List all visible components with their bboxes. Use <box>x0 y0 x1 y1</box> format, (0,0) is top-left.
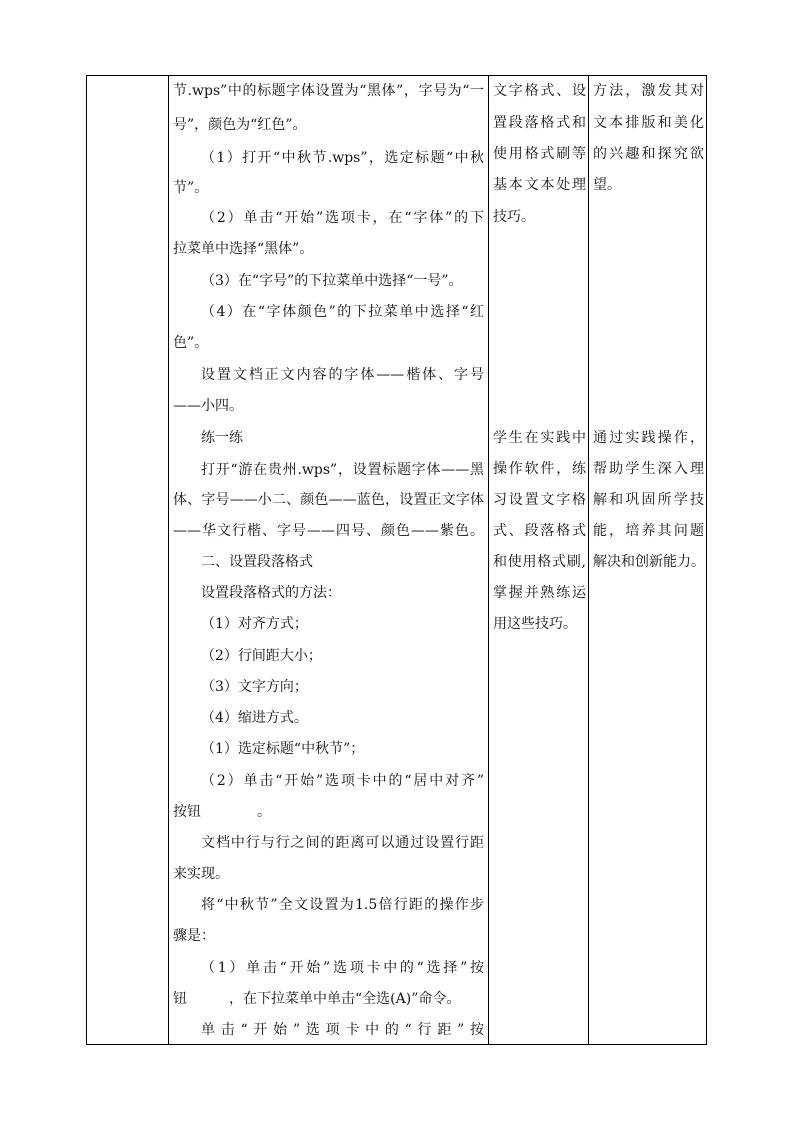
content-line: （4）在“字体颜色”的下拉菜单中选择“红 <box>201 304 484 320</box>
content-line: 单击“开始”选项卡中的“行距”按 <box>201 1022 484 1038</box>
student-line: 学生在实践中 <box>493 430 586 446</box>
intent-line: 的兴趣和探究欲 <box>593 146 704 162</box>
student-line: 掌握并熟练运 <box>493 585 586 601</box>
content-line: 将“中秋节”全文设置为1.5倍行距的操作步 <box>201 897 484 913</box>
content-line: （1）打开“中秋节.wps”，选定标题“中秋 <box>201 150 484 166</box>
student-activity-cell <box>489 76 588 1044</box>
content-line: 打开“游在贵州.wps”，设置标题字体——黑 <box>201 462 484 478</box>
content-line: 体、字号——小二、颜色——蓝色，设置正文字体 <box>173 492 484 508</box>
content-line: （2）行间距大小； <box>201 648 322 664</box>
student-line: 技巧。 <box>493 209 535 225</box>
content-line: 文档中行与行之间的距离可以通过设置行距 <box>201 835 484 851</box>
student-line: 使用格式刷等 <box>493 146 586 162</box>
intent-line: 方法，激发其对 <box>593 83 704 99</box>
intent-line: 文本排版和美化 <box>593 115 704 131</box>
intent-line: 能，培养其问题 <box>593 523 704 539</box>
lesson-plan-table <box>86 75 707 1045</box>
content-line: （3）文字方向； <box>201 679 308 695</box>
student-line: 式、段落格式 <box>493 523 586 539</box>
content-line: 节”。 <box>173 180 209 196</box>
student-line: 置段落格式和 <box>493 115 586 131</box>
intent-line: 通过实践操作， <box>593 430 704 446</box>
content-line: ——小四。 <box>173 398 243 414</box>
student-line: 习设置文字格 <box>493 492 586 508</box>
student-line: 用这些技巧。 <box>493 616 577 632</box>
student-line: 基本文本处理 <box>493 177 586 193</box>
content-line: 练一练 <box>201 430 243 446</box>
student-line: 和使用格式刷, <box>493 554 586 570</box>
content-line: 设置文档正文内容的字体——楷体、字号 <box>201 367 484 383</box>
content-line: 拉菜单中选择“黑体”。 <box>173 241 314 257</box>
intent-line: 帮助学生深入理 <box>593 461 704 477</box>
content-line: （3）在“字号”的下拉菜单中选择“一号”。 <box>201 273 463 289</box>
intent-line: 望。 <box>593 177 621 193</box>
intent-line: 解和巩固所学技 <box>593 492 704 508</box>
content-line: 节.wps”中的标题字体设置为“黑体”，字号为“一 <box>173 83 484 99</box>
content-line: （1）单击“开始”选项卡中的“选择”按 <box>201 960 484 976</box>
teaching-content-cell <box>169 76 488 1044</box>
content-line: （2）单击“开始”选项卡中的“居中对齐” <box>201 773 484 789</box>
content-line: 骤是： <box>173 928 215 944</box>
content-line: 来实现。 <box>173 866 229 882</box>
content-line: （1）选定标题“中秋节”； <box>201 741 365 757</box>
student-line: 操作软件，练 <box>493 461 586 477</box>
content-line: 钮 ，在下拉菜单中单击“全选(A)”命令。 <box>173 991 461 1007</box>
content-line: （4）缩进方式。 <box>201 710 308 726</box>
content-line: ——华文行楷、字号——四号、颜色——紫色。 <box>173 523 484 539</box>
table-border-right <box>706 76 707 1044</box>
content-line: 设置段落格式的方法： <box>201 585 341 601</box>
content-line: 色”。 <box>173 335 209 351</box>
intent-line: 解决和创新能力。 <box>593 554 705 570</box>
design-intent-cell <box>589 76 706 1044</box>
content-line: 号”，颜色为“红色”。 <box>173 117 307 133</box>
content-line: （1）对齐方式； <box>201 616 308 632</box>
content-line: 二、设置段落格式 <box>201 554 313 570</box>
column-empty-cell <box>87 76 168 1044</box>
content-line: （2）单击“开始”选项卡，在“字体”的下 <box>201 210 484 226</box>
student-line: 文字格式、设 <box>493 83 586 99</box>
content-line: 按钮 。 <box>173 804 271 820</box>
